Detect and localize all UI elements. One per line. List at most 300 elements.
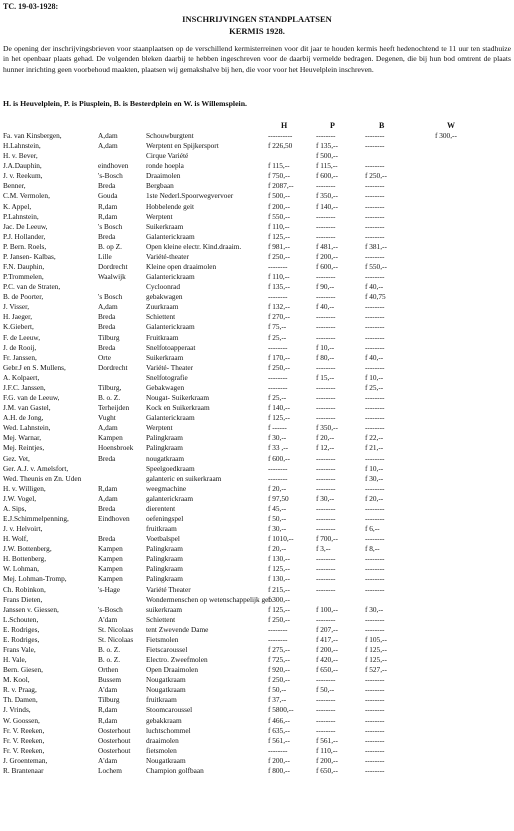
attraction: Palingkraam — [146, 443, 183, 453]
bid-besterdplein: -------- — [365, 755, 385, 765]
bid-piusplein: f 481,-- — [316, 241, 338, 251]
bid-besterdplein: f 40,-- — [365, 282, 384, 292]
bid-besterdplein: f 550,-- — [365, 262, 387, 272]
exhibitor-name: J. v. Reekum, — [3, 171, 43, 181]
table-row — [0, 343, 514, 353]
attraction: Variété Theater — [146, 584, 191, 594]
exhibitor-name: L.Schouten, — [3, 614, 39, 624]
bid-besterdplein: -------- — [365, 131, 385, 140]
exhibitor-place: A'dam — [98, 614, 118, 624]
exhibitor-name: Frans Dieten, — [3, 594, 43, 604]
exhibitor-place: Gouda — [98, 191, 118, 201]
bid-besterdplein: -------- — [365, 221, 385, 231]
bid-piusplein: f 10,-- — [316, 342, 335, 352]
exhibitor-name: Mej. Warnar, — [3, 433, 42, 443]
exhibitor-name: A. Kolpaert, — [3, 372, 40, 382]
bid-piusplein: f 135,-- — [316, 141, 338, 151]
table-row — [0, 292, 514, 302]
attraction: Zuurkraam — [146, 302, 179, 312]
exhibitor-name: E. Rodriges, — [3, 634, 40, 644]
bid-besterdplein: f 125,-- — [365, 655, 387, 665]
bid-besterdplein: -------- — [365, 161, 385, 171]
attraction: Nougatkraam — [146, 675, 186, 685]
bid-piusplein: -------- — [316, 211, 336, 221]
attraction: Galanterickraam — [146, 322, 195, 332]
attraction: gebakkraam — [146, 715, 182, 725]
bid-besterdplein: f 8,-- — [365, 544, 380, 554]
exhibitor-name: Wed. Lahnstein, — [3, 423, 51, 433]
exhibitor-place: Oosterhout — [98, 735, 131, 745]
bid-besterdplein: f 250,-- — [365, 171, 387, 181]
exhibitor-place: R,dam — [98, 715, 118, 725]
attraction: Wondermenschen op wetenschappelijk geb. — [146, 594, 274, 604]
bid-piusplein: -------- — [316, 413, 336, 423]
exhibitor-name: K. Appel, — [3, 201, 32, 211]
table-row — [0, 151, 514, 161]
attraction: oefeningspel — [146, 513, 184, 523]
table-row — [0, 574, 514, 584]
attraction: Stoomcaroussel — [146, 705, 193, 715]
exhibitor-name: P.Trommelen, — [3, 272, 44, 282]
bid-heuvelplein: f 20,-- — [268, 483, 287, 493]
bid-piusplein: -------- — [316, 584, 336, 594]
bid-heuvelplein: f 132,-- — [268, 302, 290, 312]
exhibitor-name: Mej. Reintjes, — [3, 443, 45, 453]
bid-heuvelplein: f 45,-- — [268, 503, 287, 513]
attraction: Variété-theater — [146, 251, 189, 261]
bid-besterdplein: f 40,-- — [365, 352, 384, 362]
bid-heuvelplein: ---------- — [268, 131, 293, 140]
exhibitor-name: Fr. V. Reeken, — [3, 735, 45, 745]
exhibitor-place: eindhoven — [98, 161, 129, 171]
bid-besterdplein: -------- — [365, 312, 385, 322]
bid-besterdplein: -------- — [365, 393, 385, 403]
bid-besterdplein: f 10,-- — [365, 372, 384, 382]
bid-heuvelplein: f 275,-- — [268, 644, 290, 654]
exhibitor-place: St. Nicolaas — [98, 634, 134, 644]
table-row — [0, 181, 514, 191]
exhibitor-name: Wed. Theunis en Zn. Uden — [3, 473, 82, 483]
exhibitor-name: Fr. V. Reeken, — [3, 725, 45, 735]
table-row — [0, 504, 514, 514]
table-row — [0, 615, 514, 625]
table-row — [0, 423, 514, 433]
bid-heuvelplein: f 550,-- — [268, 211, 290, 221]
exhibitor-place: Dordrecht — [98, 362, 128, 372]
registrations-table — [0, 131, 514, 776]
exhibitor-name: F.N. Dauphin, — [3, 262, 45, 272]
bid-heuvelplein: -------- — [268, 745, 288, 755]
attraction: Schiettent — [146, 312, 176, 322]
attraction: tent Zwevende Dame — [146, 624, 209, 634]
bid-piusplein: f 417,-- — [316, 634, 338, 644]
table-row — [0, 413, 514, 423]
bid-piusplein: f 500,-- — [316, 151, 338, 161]
bid-piusplein: f 200,-- — [316, 755, 338, 765]
attraction: nougatkraam — [146, 453, 185, 463]
table-row — [0, 282, 514, 292]
document-title: INSCHRIJVINGEN STANDPLAATSEN — [182, 14, 332, 24]
bid-piusplein: f 20,-- — [316, 433, 335, 443]
bid-piusplein: -------- — [316, 332, 336, 342]
table-row — [0, 635, 514, 645]
attraction: Speelgoedkraam — [146, 463, 195, 473]
bid-besterdplein: -------- — [365, 564, 385, 574]
exhibitor-place: A,dam — [98, 302, 118, 312]
table-row — [0, 766, 514, 776]
exhibitor-name: A.H. de Jong, — [3, 413, 44, 423]
attraction: luchtschommel — [146, 725, 191, 735]
bid-heuvelplein: f 115,-- — [268, 161, 290, 171]
attraction: fruitkraam — [146, 524, 177, 534]
bid-piusplein: -------- — [316, 614, 336, 624]
bid-piusplein: f 115,-- — [316, 161, 338, 171]
bid-heuvelplein: -------- — [268, 382, 288, 392]
attraction: fietsmolen — [146, 745, 177, 755]
exhibitor-place: Tilburg — [98, 695, 120, 705]
bid-heuvelplein: -------- — [268, 372, 288, 382]
bid-heuvelplein: -------- — [268, 463, 288, 473]
exhibitor-name: P.C. van de Straten, — [3, 282, 61, 292]
table-row — [0, 695, 514, 705]
bid-heuvelplein: f 561,-- — [268, 735, 290, 745]
bid-besterdplein: -------- — [365, 191, 385, 201]
bid-piusplein: f 30,-- — [316, 493, 335, 503]
bid-piusplein: -------- — [316, 503, 336, 513]
attraction: Bergbaan — [146, 181, 174, 191]
bid-heuvelplein: f 125,-- — [268, 604, 290, 614]
bid-besterdplein: -------- — [365, 322, 385, 332]
exhibitor-place: A,dam — [98, 423, 118, 433]
bid-heuvelplein: f 20,-- — [268, 544, 287, 554]
table-row — [0, 756, 514, 766]
bid-piusplein: -------- — [316, 131, 336, 140]
exhibitor-place: Kampen — [98, 433, 123, 443]
exhibitor-name: J. v. Helvoirt, — [3, 524, 43, 534]
table-row — [0, 585, 514, 595]
exhibitor-place: Kampen — [98, 564, 123, 574]
bid-piusplein: -------- — [316, 554, 336, 564]
table-row — [0, 191, 514, 201]
bid-heuvelplein: f 800,-- — [268, 765, 290, 775]
attraction: Voetbalspel — [146, 534, 180, 544]
exhibitor-name: F.G. van de Leeuw, — [3, 393, 60, 403]
bid-heuvelplein: f 130,-- — [268, 574, 290, 584]
bid-besterdplein: -------- — [365, 342, 385, 352]
exhibitor-name: Gez. Vet, — [3, 453, 30, 463]
bid-besterdplein: f 22,-- — [365, 433, 384, 443]
attraction: draaimolen — [146, 735, 179, 745]
attraction: Palingkraam — [146, 574, 183, 584]
bid-besterdplein: f 10,-- — [365, 463, 384, 473]
exhibitor-name: R. v. Praag, — [3, 685, 37, 695]
table-row — [0, 161, 514, 171]
bid-besterdplein: -------- — [365, 695, 385, 705]
bid-piusplein: f 650,-- — [316, 665, 338, 675]
exhibitor-name: P. Bern. Roels, — [3, 241, 47, 251]
bid-piusplein: f 350,-- — [316, 423, 338, 433]
attraction: Nougat- Suikerkraam — [146, 393, 210, 403]
table-row — [0, 272, 514, 282]
bid-besterdplein: f 105,-- — [365, 634, 387, 644]
exhibitor-place: Breda — [98, 453, 116, 463]
exhibitor-place: Oosterhout — [98, 745, 131, 755]
bid-heuvelplein: f 725,-- — [268, 655, 290, 665]
exhibitor-name: P.Lahnstein, — [3, 211, 39, 221]
bid-besterdplein: -------- — [365, 302, 385, 312]
bid-piusplein: f 110,-- — [316, 745, 338, 755]
bid-heuvelplein: f 1010,-- — [268, 534, 294, 544]
attraction: Fietscaroussel — [146, 644, 188, 654]
bid-piusplein: -------- — [316, 292, 336, 302]
bid-heuvelplein: f 250,-- — [268, 675, 290, 685]
bid-besterdplein: f 381,-- — [365, 241, 387, 251]
bid-heuvelplein: f 125,-- — [268, 564, 290, 574]
bid-besterdplein: -------- — [365, 584, 385, 594]
exhibitor-place: Orthen — [98, 665, 119, 675]
attraction: Gebakwagen — [146, 382, 185, 392]
attraction: Electro. Zweefmolen — [146, 655, 208, 665]
exhibitor-place: Breda — [98, 342, 116, 352]
table-row — [0, 242, 514, 252]
exhibitor-place: Breda — [98, 312, 116, 322]
exhibitor-name: Ch. Robinkon, — [3, 584, 46, 594]
attraction: Cycloonrad — [146, 282, 181, 292]
attraction: Open kleine electr. Kind.draaim. — [146, 241, 242, 251]
exhibitor-name: Janssen v. Giessen, — [3, 604, 59, 614]
attraction: Draaimolen — [146, 171, 181, 181]
bid-besterdplein: -------- — [365, 624, 385, 634]
attraction: 1ste Nederl.Spoorwegvervoer — [146, 191, 234, 201]
table-row — [0, 746, 514, 756]
bid-besterdplein: -------- — [365, 745, 385, 755]
exhibitor-place: Breda — [98, 322, 116, 332]
bid-besterdplein: -------- — [365, 231, 385, 241]
bid-piusplein: f 12,-- — [316, 443, 335, 453]
exhibitor-place: Lille — [98, 251, 112, 261]
bid-piusplein: f 50,-- — [316, 685, 335, 695]
bid-besterdplein: f 20,-- — [365, 493, 384, 503]
bid-piusplein: f 350,-- — [316, 191, 338, 201]
table-row — [0, 655, 514, 665]
exhibitor-place: 's-Bosch — [98, 171, 123, 181]
table-row — [0, 322, 514, 332]
bid-piusplein: -------- — [316, 393, 336, 403]
bid-heuvelplein: -------- — [268, 262, 288, 272]
exhibitor-name: E. Rodriges, — [3, 624, 40, 634]
bid-piusplein: f 650,-- — [316, 765, 338, 775]
bid-heuvelplein: f 30,-- — [268, 524, 287, 534]
bid-heuvelplein: f 635,-- — [268, 725, 290, 735]
table-row — [0, 333, 514, 343]
exhibitor-name: H. v. Bever, — [3, 151, 38, 161]
exhibitor-place: B. op Z. — [98, 241, 122, 251]
bid-besterdplein: -------- — [365, 403, 385, 413]
attraction: Kock en Suikerkraam — [146, 403, 210, 413]
exhibitor-name: J.A.Dauphin, — [3, 161, 42, 171]
table-row — [0, 564, 514, 574]
bid-piusplein: -------- — [316, 312, 336, 322]
exhibitor-name: F. de Leeuw, — [3, 332, 41, 342]
bid-heuvelplein: f 130,-- — [268, 554, 290, 564]
exhibitor-place: A,dam — [98, 141, 118, 151]
bid-piusplein: -------- — [316, 221, 336, 231]
table-row — [0, 454, 514, 464]
table-row — [0, 705, 514, 715]
exhibitor-place: B. o. Z. — [98, 655, 121, 665]
bid-besterdplein: f 30,-- — [365, 604, 384, 614]
bid-besterdplein: -------- — [365, 453, 385, 463]
bid-besterdplein: -------- — [365, 272, 385, 282]
exhibitor-name: H. Jaeger, — [3, 312, 33, 322]
table-row — [0, 403, 514, 413]
bid-piusplein: -------- — [316, 403, 336, 413]
table-row — [0, 595, 514, 605]
table-row — [0, 494, 514, 504]
attraction: weegmachine — [146, 483, 187, 493]
exhibitor-place: Dordrecht — [98, 262, 128, 272]
bid-piusplein: -------- — [316, 705, 336, 715]
bid-besterdplein: -------- — [365, 705, 385, 715]
exhibitor-name: P. Jansen- Kalbas, — [3, 251, 56, 261]
exhibitor-name: Bern. Giesen, — [3, 665, 43, 675]
exhibitor-place: St. Nicolaas — [98, 624, 134, 634]
bid-besterdplein: -------- — [365, 725, 385, 735]
bid-heuvelplein: f 97,50 — [268, 493, 289, 503]
attraction: Palingkraam — [146, 554, 183, 564]
table-row — [0, 443, 514, 453]
bid-heuvelplein: f 2087,-- — [268, 181, 294, 191]
bid-besterdplein: f 40,75 — [365, 292, 386, 302]
exhibitor-name: C.M. Vermolen, — [3, 191, 50, 201]
bid-heuvelplein: f 920,-- — [268, 665, 290, 675]
exhibitor-name: J. Visser, — [3, 302, 30, 312]
exhibitor-name: Th. Damen, — [3, 695, 38, 705]
bid-heuvelplein: f 25,-- — [268, 393, 287, 403]
exhibitor-name: Jac. De Leeuw, — [3, 221, 48, 231]
bid-heuvelplein: f 140,-- — [268, 403, 290, 413]
exhibitor-place: Kampen — [98, 544, 123, 554]
exhibitor-name: H. v. Willigen, — [3, 483, 46, 493]
table-row — [0, 353, 514, 363]
column-header-h: H — [281, 121, 288, 130]
bid-willemsplein: f 300,-- — [435, 131, 457, 140]
table-row — [0, 524, 514, 534]
table-row — [0, 534, 514, 544]
table-row — [0, 141, 514, 151]
attraction: Schiettent — [146, 614, 176, 624]
table-row — [0, 605, 514, 615]
exhibitor-place: R,dam — [98, 705, 118, 715]
attraction: Kleine open draaimolen — [146, 262, 217, 272]
table-row — [0, 716, 514, 726]
attraction: Palingkraam — [146, 564, 183, 574]
exhibitor-name: W. Goossen, — [3, 715, 40, 725]
exhibitor-name: R. Brantenaar — [3, 765, 44, 775]
bid-heuvelplein: f 981,-- — [268, 241, 290, 251]
table-row — [0, 544, 514, 554]
attraction: Palingkraam — [146, 544, 183, 554]
bid-piusplein: -------- — [316, 453, 336, 463]
bid-piusplein: -------- — [316, 362, 336, 372]
exhibitor-name: Gebr.J en S. Mullens, — [3, 362, 66, 372]
attraction: Nougatkraam — [146, 755, 186, 765]
attraction: Fietsmolen — [146, 634, 179, 644]
table-row — [0, 363, 514, 373]
table-row — [0, 212, 514, 222]
attraction: Variété- Theater — [146, 362, 194, 372]
bid-heuvelplein: f 500,-- — [268, 191, 290, 201]
date-reference: TC. 19-03-1928: — [3, 2, 59, 11]
exhibitor-name: J.W. Vogel, — [3, 493, 37, 503]
bid-heuvelplein: f 300,-- — [268, 594, 290, 604]
bid-besterdplein: -------- — [365, 141, 385, 151]
exhibitor-place: Breda — [98, 181, 116, 191]
bid-besterdplein: -------- — [365, 735, 385, 745]
bid-heuvelplein: -------- — [268, 342, 288, 352]
attraction: Cirque Variété — [146, 151, 189, 161]
bid-piusplein: -------- — [316, 483, 336, 493]
bid-piusplein: -------- — [316, 513, 336, 523]
exhibitor-place: A,dam — [98, 493, 118, 503]
bid-heuvelplein: f 600,-- — [268, 453, 290, 463]
bid-piusplein: -------- — [316, 564, 336, 574]
bid-heuvelplein: f 466,-- — [268, 715, 290, 725]
bid-heuvelplein: f 5800,-- — [268, 705, 294, 715]
attraction: suikerkraam — [146, 604, 183, 614]
exhibitor-name: Benner, — [3, 181, 26, 191]
attraction: Snelfotoapperaat — [146, 342, 196, 352]
bid-besterdplein: -------- — [365, 251, 385, 261]
table-row — [0, 232, 514, 242]
exhibitor-place: Eindhoven — [98, 513, 130, 523]
bid-heuvelplein: -------- — [268, 624, 288, 634]
attraction: Snelfotografie — [146, 372, 188, 382]
bid-piusplein: f 40,-- — [316, 302, 335, 312]
bid-heuvelplein: -------- — [268, 473, 288, 483]
bid-piusplein: -------- — [316, 473, 336, 483]
bid-besterdplein: f 527,-- — [365, 665, 387, 675]
table-row — [0, 736, 514, 746]
bid-piusplein: f 561,-- — [316, 735, 338, 745]
exhibitor-name: Fa. van Kinsbergen, — [3, 131, 62, 140]
exhibitor-place: Breda — [98, 231, 116, 241]
bid-besterdplein: -------- — [365, 413, 385, 423]
exhibitor-place: Tilburg — [98, 332, 120, 342]
bid-besterdplein: -------- — [365, 614, 385, 624]
exhibitor-place: Waalwijk — [98, 272, 126, 282]
bid-piusplein: f 80,-- — [316, 352, 335, 362]
exhibitor-place: Tilburg, — [98, 382, 122, 392]
table-row — [0, 302, 514, 312]
exhibitor-place: Oosterhout — [98, 725, 131, 735]
table-row — [0, 685, 514, 695]
bid-besterdplein: -------- — [365, 423, 385, 433]
bid-besterdplein: f 125,-- — [365, 644, 387, 654]
attraction: dierentent — [146, 503, 176, 513]
attraction: Nougatkraam — [146, 685, 186, 695]
table-row — [0, 625, 514, 635]
bid-besterdplein: f 6,-- — [365, 524, 380, 534]
bid-piusplein: f 3,-- — [316, 544, 331, 554]
bid-besterdplein: -------- — [365, 483, 385, 493]
exhibitor-name: P.J. Hollander, — [3, 231, 46, 241]
bid-besterdplein: -------- — [365, 675, 385, 685]
bid-piusplein: -------- — [316, 574, 336, 584]
bid-piusplein: -------- — [316, 524, 336, 534]
bid-besterdplein: f 25,-- — [365, 382, 384, 392]
bid-heuvelplein: -------- — [268, 634, 288, 644]
